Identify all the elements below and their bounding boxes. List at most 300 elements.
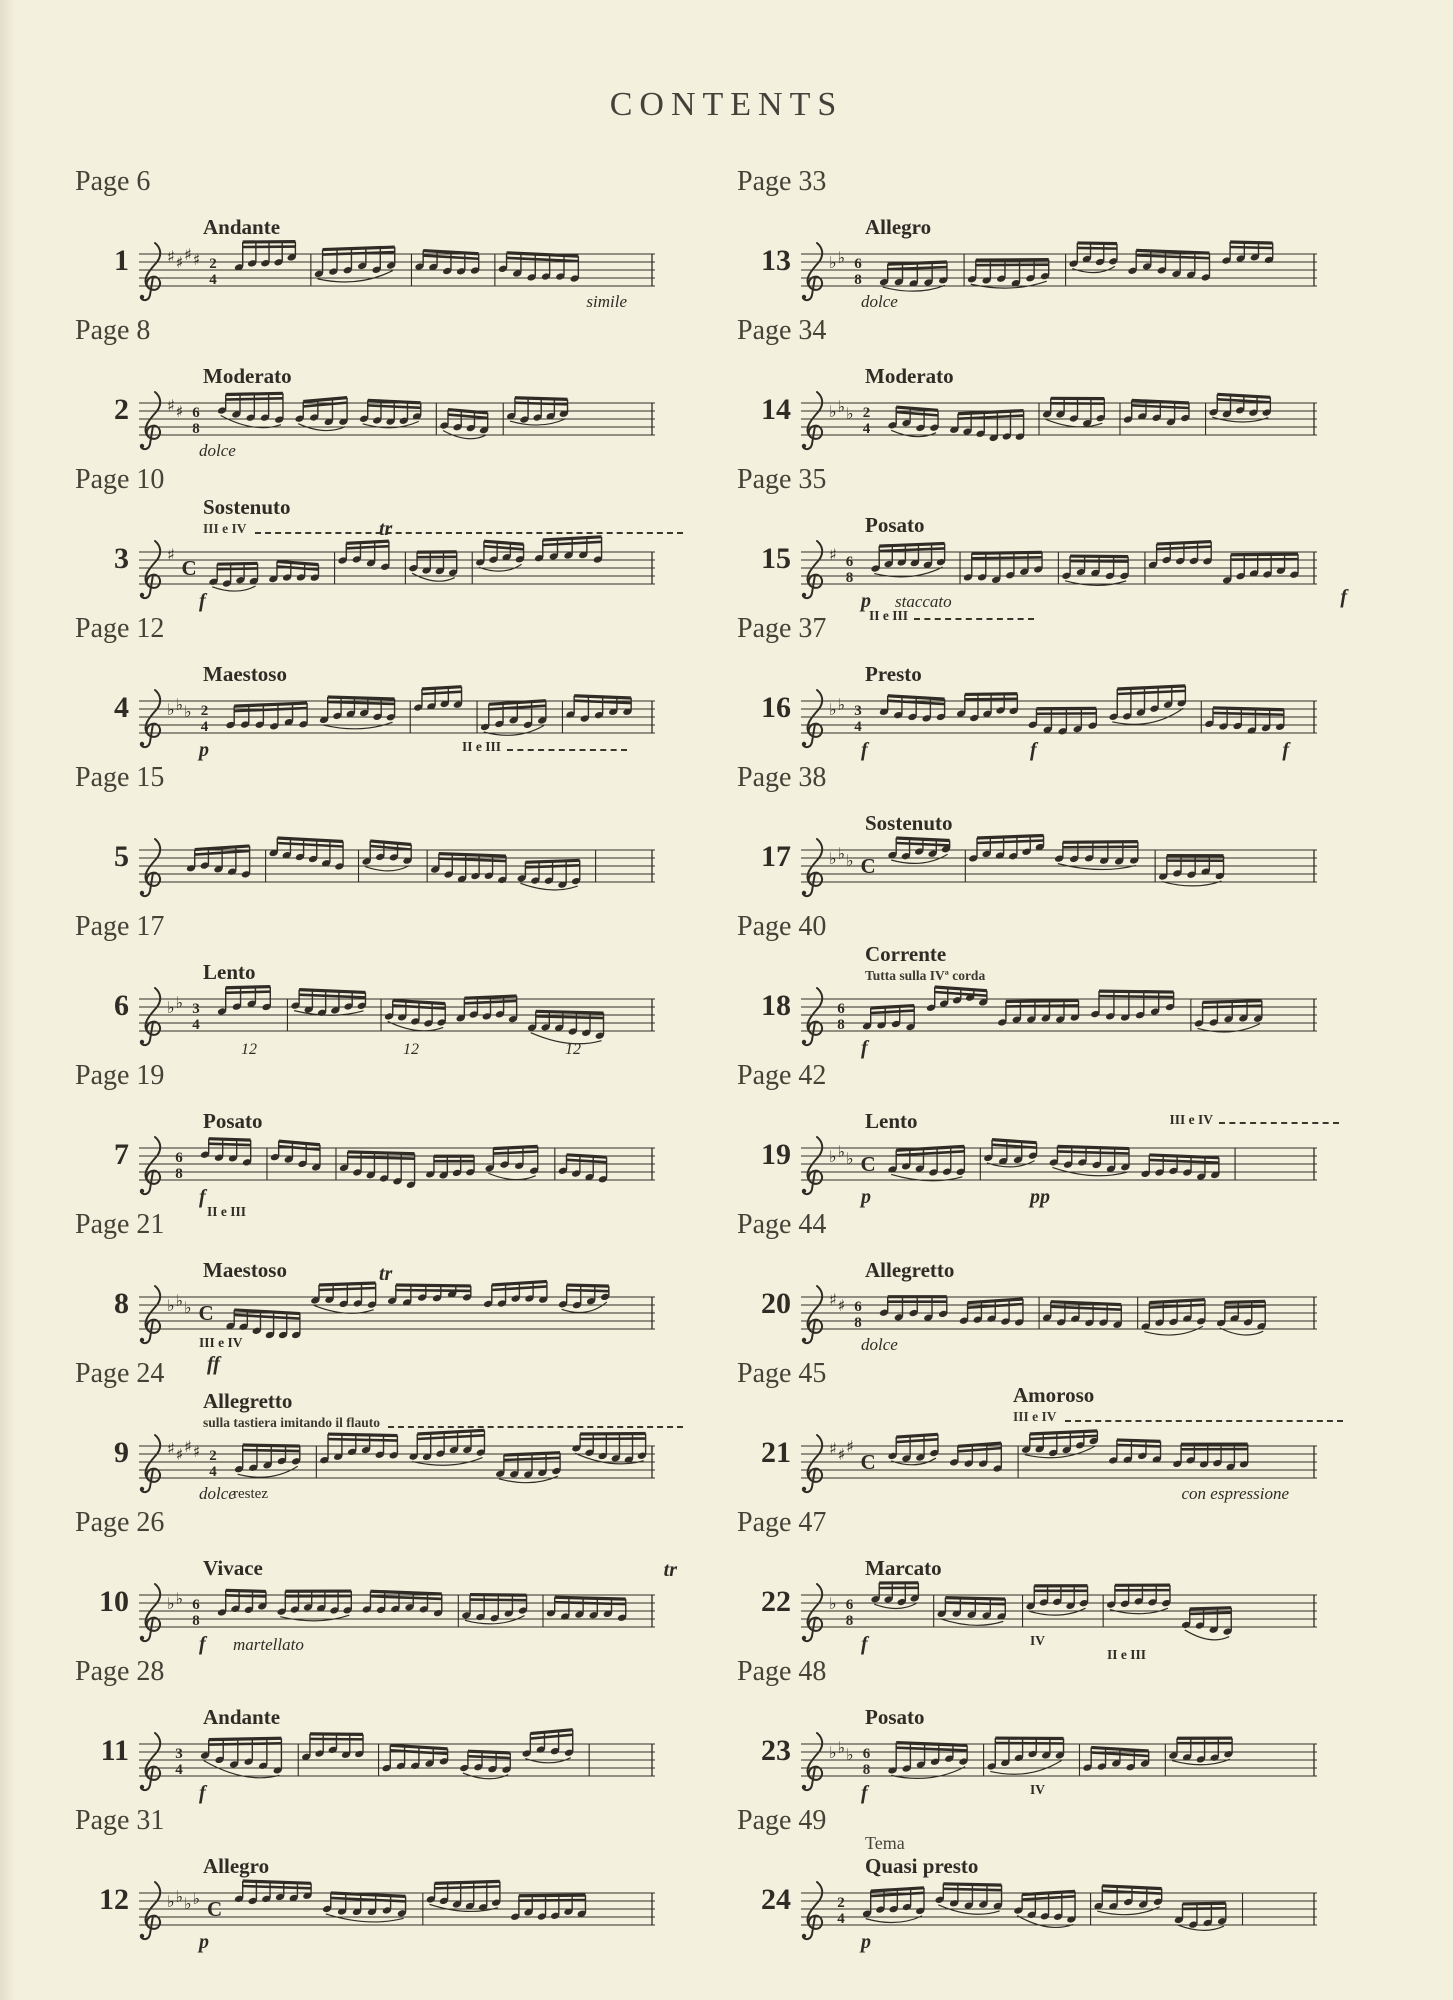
flat-sign-icon: ♭ (837, 248, 846, 267)
annotation-text: f (199, 1782, 206, 1804)
time-signature: C (860, 1152, 876, 1176)
contents-entry (75, 1060, 687, 1219)
beam (370, 846, 411, 850)
beam (935, 992, 987, 996)
beam (396, 1290, 471, 1291)
flat-sign-icon: ♭ (167, 1296, 175, 1315)
beam (470, 1600, 527, 1601)
music-annotation (1030, 1633, 1045, 1649)
beam (1190, 1613, 1232, 1614)
incipit-row (75, 643, 687, 761)
time-signature: 2 (200, 703, 209, 719)
slur (562, 1302, 607, 1313)
treble-clef-icon (803, 243, 822, 300)
tempo-label: Andante (203, 214, 281, 239)
slur (990, 1760, 1061, 1774)
beam (464, 1001, 516, 1003)
page-label: Page 6 (75, 166, 151, 197)
music-annotation (861, 1037, 868, 1060)
slur (1212, 417, 1268, 422)
beam (277, 838, 343, 841)
subtext-label: sulla tastiera imitando il flauto (203, 1415, 381, 1431)
annotation-text: f (1340, 586, 1347, 608)
music-staff (137, 985, 657, 1049)
beam (1117, 1445, 1161, 1446)
beam (370, 1591, 441, 1594)
tempo-label: Maestoso (203, 661, 287, 686)
slur (1065, 581, 1126, 586)
beam (525, 860, 579, 862)
time-signature: 6 (845, 554, 854, 570)
annotation-text: p (861, 590, 871, 612)
caprice-number: 14 (761, 393, 791, 426)
caprice-number: 23 (761, 1734, 791, 1767)
beam (992, 1140, 1037, 1143)
contents-entry (75, 168, 687, 317)
tempo-block (203, 215, 683, 240)
column-left (75, 168, 687, 1956)
beam (328, 697, 395, 699)
contents-entry (737, 1658, 1349, 1807)
treble-clef-icon (141, 1435, 160, 1492)
dashed-rule (1065, 1420, 1343, 1422)
tempo-block (865, 215, 1345, 240)
annotation-text: restez (233, 1486, 268, 1502)
music-annotation (861, 1186, 871, 1209)
annotation-text: p (861, 1186, 871, 1208)
tempo-block (865, 1834, 1345, 1879)
slur (891, 854, 947, 863)
beam (879, 543, 944, 546)
page-label: Page 17 (75, 911, 165, 942)
beam (507, 258, 579, 261)
flat-sign-icon: ♭ (846, 1149, 854, 1168)
incipit-row (75, 494, 687, 612)
beam (390, 1750, 447, 1754)
page-label: Page 31 (75, 1805, 165, 1836)
beam (896, 1439, 938, 1442)
page-label: Page 44 (737, 1209, 827, 1240)
flat-sign-icon: ♭ (829, 1743, 837, 1762)
beam (277, 561, 318, 564)
caprice-number: 9 (114, 1436, 129, 1469)
beam (195, 846, 250, 850)
music-annotation (199, 1931, 209, 1954)
time-signature: 8 (845, 1613, 854, 1629)
incipit-row (75, 1686, 687, 1804)
time-signature: 6 (854, 1299, 862, 1315)
staff-area (137, 1686, 687, 1804)
annotation-text: f (861, 1782, 868, 1804)
time-signature: 4 (192, 1017, 200, 1033)
tempo-block (865, 1705, 1345, 1730)
beam (1183, 1908, 1226, 1909)
flat-sign-icon: ♭ (829, 700, 837, 719)
beam (1070, 561, 1128, 562)
tempo-block (203, 364, 683, 389)
beam (530, 1730, 572, 1734)
time-signature: 8 (192, 1613, 200, 1629)
beam (567, 1290, 609, 1291)
beam (896, 838, 949, 840)
treble-clef-icon (802, 1934, 806, 1938)
beam (519, 1900, 586, 1901)
slur (1029, 1608, 1085, 1615)
treble-clef-icon (803, 988, 822, 1045)
beam (1006, 1005, 1079, 1006)
page-label: Page 34 (737, 315, 827, 346)
page-label: Page 37 (737, 613, 827, 644)
music-annotation (586, 292, 627, 312)
caprice-number: 3 (114, 542, 129, 575)
contents-entry (737, 168, 1349, 317)
page-label: Page 19 (75, 1060, 165, 1091)
beam (279, 1146, 320, 1150)
slur (212, 586, 255, 591)
beam (896, 1434, 938, 1437)
slur (484, 726, 544, 736)
staff-area (137, 643, 687, 761)
treble-clef-icon (803, 690, 822, 747)
beam (1063, 847, 1138, 848)
annotation-text: dolce (861, 292, 898, 311)
beam (1231, 554, 1298, 555)
beam (319, 1288, 376, 1290)
treble-clef-icon (141, 1882, 160, 1939)
flat-sign-icon: ♭ (175, 1291, 184, 1310)
staff-area (799, 941, 1349, 1059)
sharp-sign-icon: ♯ (167, 545, 175, 564)
beam (1091, 1747, 1148, 1751)
incipit-row (75, 345, 687, 463)
music-annotation (199, 441, 236, 461)
annotation-text: f (199, 1186, 206, 1208)
music-annotation (233, 1486, 268, 1503)
beam (896, 1151, 964, 1155)
beam (439, 859, 506, 861)
annotation-text: f (861, 1633, 868, 1655)
caprice-number: 17 (761, 840, 791, 873)
flat-sign-icon: ♭ (167, 700, 175, 719)
page-label: Page 26 (75, 1507, 165, 1538)
treble-clef-icon (802, 1040, 806, 1044)
slur (971, 281, 1047, 288)
treble-clef-icon (141, 1286, 160, 1343)
beam (972, 557, 1042, 558)
tempo-block (203, 960, 683, 985)
time-signature: 2 (862, 405, 871, 421)
slur (1144, 1326, 1203, 1335)
treble-clef-icon (802, 1636, 806, 1640)
beam (1057, 1151, 1129, 1153)
time-signature: 4 (200, 719, 209, 735)
music-annotation (233, 1635, 304, 1655)
slur (891, 1458, 936, 1465)
annotation-text: tr (663, 1559, 677, 1581)
beam (226, 1595, 266, 1596)
music-annotation (1282, 739, 1289, 762)
page-label: Page 42 (737, 1060, 827, 1091)
beam (1136, 255, 1209, 258)
incipit-row (75, 792, 687, 910)
tempo-label: Allegro (865, 214, 932, 239)
music-annotation (199, 739, 209, 762)
incipit-row (737, 494, 1349, 623)
tempo-block (865, 513, 1345, 538)
page-label: Page 35 (737, 464, 827, 495)
annotation-text: dolce (199, 441, 236, 460)
beam (574, 696, 631, 698)
beam (1022, 1896, 1075, 1899)
incipit-row (737, 1383, 1349, 1506)
annotation-text: staccato (895, 592, 952, 611)
slur (488, 1173, 535, 1179)
page-label: Page 21 (75, 1209, 165, 1240)
tempo-label: Moderato (203, 363, 292, 388)
music-staff (137, 240, 657, 304)
beam (977, 835, 1044, 838)
beam (530, 1735, 572, 1739)
beam (1136, 250, 1209, 253)
beam (1149, 1160, 1219, 1163)
beam (1203, 1001, 1262, 1003)
contents-columns (0, 168, 1453, 1956)
annotation-text: f (861, 739, 868, 761)
beam (543, 542, 602, 545)
tempo-block (865, 662, 1345, 687)
slur (1185, 1630, 1230, 1640)
beam (423, 256, 479, 259)
time-signature: 4 (862, 421, 871, 437)
annotation-text: dolce (861, 1335, 898, 1354)
treble-clef-icon (141, 541, 160, 598)
music-annotation (379, 518, 392, 541)
music-annotation (1340, 586, 1347, 609)
treble-clef-icon (802, 593, 806, 597)
beam (1213, 708, 1284, 710)
flat-sign-icon: ♭ (846, 1745, 854, 1764)
time-signature: C (181, 556, 197, 580)
slur (326, 1914, 404, 1922)
tempo-block (1013, 1383, 1343, 1426)
beam (871, 1888, 924, 1891)
page-label: Page 8 (75, 315, 151, 346)
beam (1051, 1307, 1121, 1310)
sharp-sign-icon: ♯ (846, 1437, 854, 1456)
beam (393, 1000, 445, 1003)
beam (504, 1453, 560, 1455)
tempo-block (203, 1389, 683, 1432)
beam (504, 1458, 560, 1460)
treble-clef-icon (802, 742, 806, 746)
beam (1077, 243, 1117, 244)
incipit-row (75, 196, 687, 314)
beam (1022, 1891, 1075, 1894)
beam (976, 265, 1049, 266)
music-annotation (1169, 1112, 1339, 1128)
page-label: Page 10 (75, 464, 165, 495)
sharp-sign-icon: ♯ (837, 1296, 846, 1315)
treble-clef-icon (140, 891, 144, 895)
beam (422, 687, 462, 689)
tempo-block (865, 1556, 1345, 1581)
beam (1183, 1903, 1226, 1904)
tempo-label: Allegretto (865, 1257, 955, 1282)
beam (484, 546, 524, 549)
beam (896, 1146, 964, 1150)
beam (226, 992, 271, 993)
time-signature: 4 (175, 1762, 183, 1778)
music-staff (799, 687, 1319, 751)
tempo-label: Marcato (865, 1555, 942, 1580)
incipit-row (75, 1835, 687, 1953)
music-annotation (1030, 1782, 1045, 1798)
flat-sign-icon: ♭ (192, 1889, 201, 1908)
time-signature: C (860, 854, 876, 878)
music-annotation (861, 292, 898, 312)
beam (423, 251, 479, 254)
beam (567, 1285, 609, 1286)
beam (484, 541, 524, 544)
annotation-text: tr (379, 1263, 393, 1285)
staff-area (137, 1388, 687, 1506)
page-label: Page 24 (75, 1358, 165, 1389)
staff-area (799, 1537, 1349, 1662)
contents-entry (75, 764, 687, 913)
caprice-number: 5 (114, 840, 129, 873)
tempo-subtext (203, 1414, 683, 1432)
caprice-number: 12 (99, 1883, 129, 1916)
annotation-text: ff (207, 1353, 220, 1375)
slur (430, 1904, 498, 1911)
beam (346, 541, 389, 543)
tempo-block (203, 1854, 683, 1879)
beam (435, 1886, 500, 1888)
beam (226, 987, 271, 988)
staff-area (137, 494, 687, 612)
treble-clef-icon (802, 1785, 806, 1789)
beam (299, 995, 365, 998)
incipit-row (75, 1537, 687, 1655)
beam (519, 1895, 586, 1896)
beam (888, 267, 947, 269)
beam (567, 1155, 607, 1157)
music-staff (799, 1134, 1319, 1198)
flat-sign-icon: ♭ (829, 1147, 837, 1166)
beam (543, 537, 602, 540)
beam (422, 692, 462, 694)
time-signature: 8 (854, 1315, 862, 1331)
time-signature: 6 (854, 256, 862, 272)
slur (1178, 1925, 1224, 1930)
beam (464, 996, 516, 998)
tempo-label: Andante (203, 1704, 281, 1729)
beam (348, 1157, 415, 1159)
beam (555, 1597, 626, 1599)
beam (396, 1285, 471, 1286)
annotation-text: p (199, 739, 209, 761)
beam (328, 702, 395, 704)
treble-clef-icon (803, 1882, 822, 1939)
beam (972, 552, 1042, 553)
page-label: Page 40 (737, 911, 827, 942)
treble-clef-icon (140, 1338, 144, 1342)
annotation-text: pp (1030, 1186, 1050, 1208)
time-signature: C (860, 1450, 876, 1474)
beam (195, 851, 250, 855)
contents-entry (737, 1211, 1349, 1360)
staff-area (799, 1239, 1349, 1357)
contents-entry (75, 615, 687, 764)
page-label: Page 33 (737, 166, 827, 197)
staff-area (799, 196, 1349, 314)
time-signature: 6 (837, 1001, 845, 1017)
caprice-number: 16 (761, 691, 791, 724)
annotation-text: p (199, 1931, 209, 1953)
music-annotation (861, 1633, 868, 1656)
flat-sign-icon: ♭ (167, 998, 175, 1017)
beam (935, 987, 987, 991)
treble-clef-icon (803, 541, 822, 598)
slur (1025, 1446, 1096, 1458)
beam (1230, 242, 1273, 243)
incipit-row (737, 1239, 1349, 1357)
time-signature: C (207, 1897, 223, 1921)
music-annotation (379, 1263, 392, 1286)
beam (567, 1160, 607, 1162)
slur (204, 1761, 280, 1778)
treble-clef-icon (802, 1338, 806, 1342)
beam (448, 415, 488, 418)
tempo-block (203, 1258, 683, 1283)
music-annotation (861, 1931, 871, 1954)
beam (209, 1738, 282, 1739)
beam (943, 1889, 1001, 1890)
annotation-text: f (861, 1037, 868, 1059)
slur (940, 1619, 1003, 1625)
music-annotation (1030, 1186, 1050, 1209)
beam (217, 563, 257, 564)
slur (874, 1603, 916, 1608)
music-staff (799, 1581, 1319, 1645)
contents-entry (737, 317, 1349, 466)
music-staff (137, 538, 657, 602)
treble-clef-icon (141, 243, 160, 300)
treble-clef-icon (140, 742, 144, 746)
caprice-number: 4 (114, 691, 129, 724)
music-annotation (861, 1335, 898, 1355)
dashed-rule (388, 1426, 683, 1428)
contents-entry (737, 913, 1349, 1062)
beam (1030, 1431, 1098, 1434)
beam (1149, 1300, 1205, 1303)
treble-clef-icon (802, 1487, 806, 1491)
beam (1213, 713, 1284, 715)
annotation-text: II e III (461, 739, 501, 754)
music-annotation (199, 590, 206, 613)
staff-area (137, 196, 687, 314)
treble-clef-icon (141, 1584, 160, 1641)
page-label: Page 38 (737, 762, 827, 793)
beam (945, 1598, 1005, 1600)
treble-clef-icon (140, 295, 144, 299)
dashed-rule (1219, 1122, 1339, 1124)
slur (412, 1458, 482, 1466)
flat-sign-icon: ♭ (846, 851, 854, 870)
beam (1006, 1000, 1079, 1001)
sharp-sign-icon: ♯ (175, 253, 184, 272)
beam (536, 1011, 604, 1013)
